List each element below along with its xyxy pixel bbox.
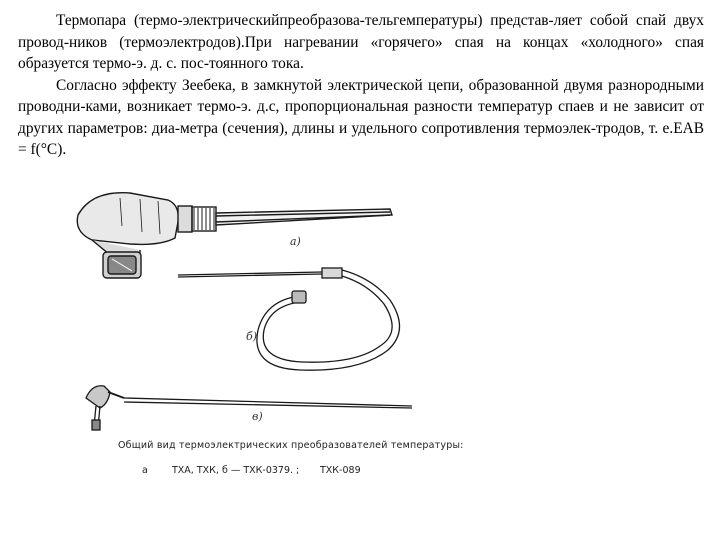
figure-label-c: в) (252, 410, 263, 423)
figure-caption-sub-c: ТХК-089 (320, 465, 361, 476)
thermocouple-c-drawing (86, 386, 412, 430)
figure-caption: Общий вид термоэлектрических преобразователей температуры: (118, 440, 464, 451)
thermocouple-a-drawing (77, 193, 392, 278)
figure-caption-sub-a: а (142, 465, 148, 476)
paragraph-1: Термопара (термо-электрическийпреобразова-тельгемпературы) представ-ляет собой спай двух провод-ников (термоэлектродов).При нагревании «горячего» спая на концах «холодного» спая образуется термо-э. д. с. пос-тоянного тока. (18, 12, 704, 72)
thermocouple-b-drawing (178, 268, 400, 370)
figure-label-a: a) (290, 235, 301, 248)
figure-caption-sub-b: ТХА, ТХК, б — ТХК-0379. ; (172, 465, 300, 476)
paragraph-2: Согласно эффекту Зеебека, в замкнутой электрической цепи, образованной двумя разнородными проводни-ками, возникает термо-э. д.с, пропорциональная разности температур спаев и не зависит от других параметров: диа-метра (сечения), длины и удельного сопротивления термоэлек-тродов, т. е.EAB = f(°C). (18, 76, 704, 158)
figure-label-b: б) (246, 330, 258, 343)
